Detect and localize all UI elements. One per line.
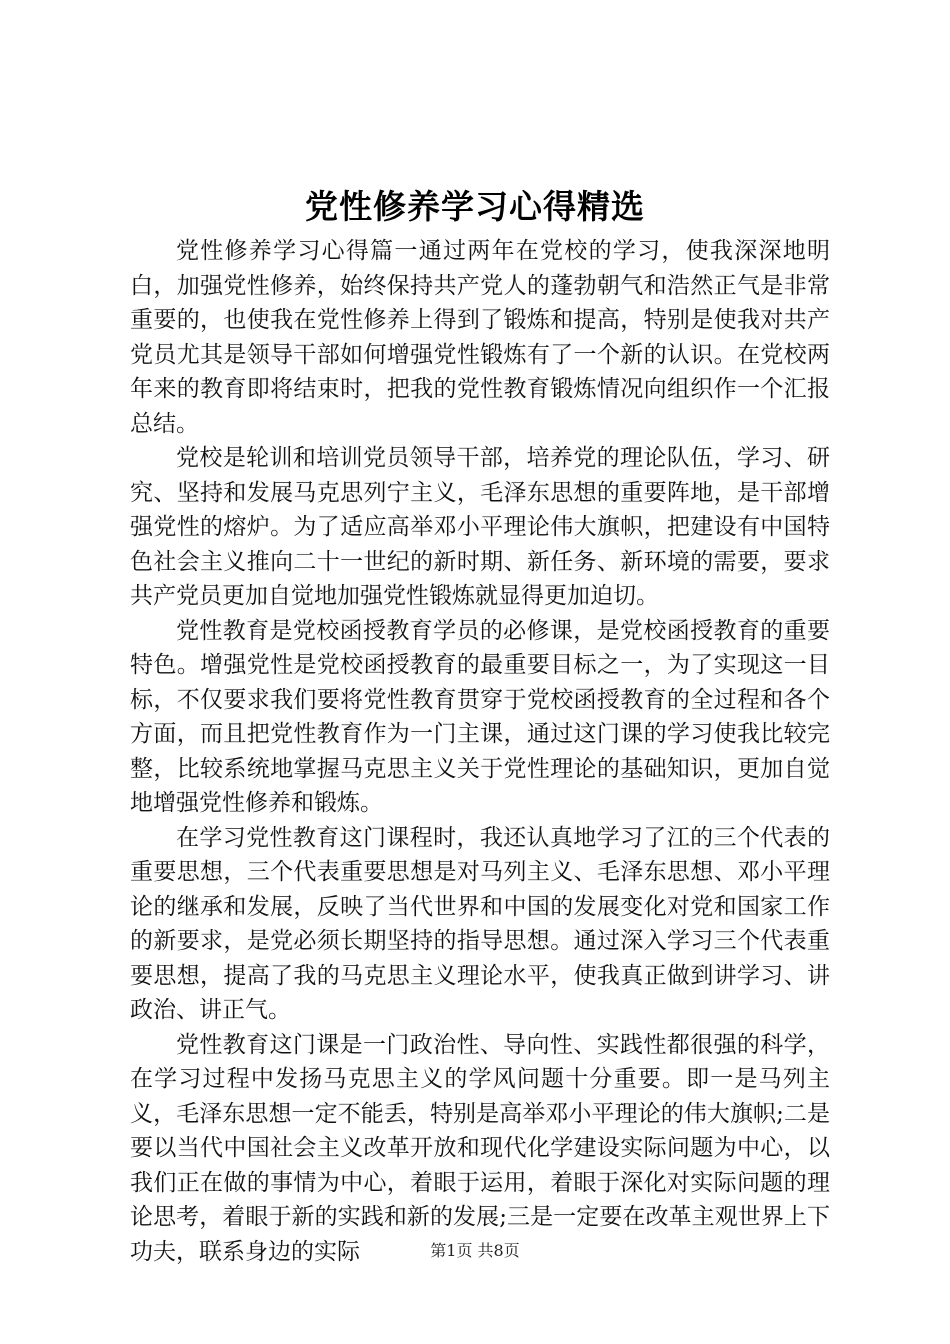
page-footer: 第1页 共8页: [430, 1241, 520, 1260]
paragraph: 党校是轮训和培训党员领导干部，培养党的理论队伍，学习、研究、坚持和发展马克思列宁主义，毛泽东思想的重要阵地，是干部增强党性的熔炉。为了适应高举邓小平理论伟大旗帜，把建设有中国特色社会主义推向二十一世纪的新时期、新任务、新环境的需要，要求共产党员更加自觉地加强党性锻炼就显得更加迫切。: [130, 445, 830, 609]
paragraph: 党性教育是党校函授教育学员的必修课，是党校函授教育的重要特色。增强党性是党校函授教育的最重要目标之一，为了实现这一目标，不仅要求我们要将党性教育贯穿于党校函授教育的全过程和各个方面，而且把党性教育作为一门主课，通过这门课的学习使我比较完整，比较系统地掌握马克思主义关于党性理论的基础知识，更加自觉地增强党性修养和锻炼。: [130, 617, 830, 816]
paragraph: 党性修养学习心得篇一通过两年在党校的学习，使我深深地明白，加强党性修养，始终保持共产党人的蓬勃朝气和浩然正气是非常重要的，也使我在党性修养上得到了锻炼和提高，特别是使我对共产党员尤其是领导干部如何增强党性锻炼有了一个新的认识。在党校两年来的教育即将结束时，把我的党性教育锻炼情况向组织作一个汇报总结。: [130, 238, 830, 437]
document-title: 党性修养学习心得精选: [305, 187, 645, 226]
paragraph: 党性教育这门课是一门政治性、导向性、实践性都很强的科学，在学习过程中发扬马克思主义的学风问题十分重要。即一是马列主义，毛泽东思想一定不能丢，特别是高举邓小平理论的伟大旗帜;二是要以当代中国社会主义改革开放和现代化学建设实际问题为中心，以我们正在做的事情为中心，着眼于运用，着眼于深化对实际问题的理论思考，着眼于新的实践和新的发展;三是一定要在改革主观世界上下功夫，联系身边的实际: [130, 1031, 830, 1265]
paragraph: 在学习党性教育这门课程时，我还认真地学习了江的三个代表的重要思想，三个代表重要思想是对马列主义、毛泽东思想、邓小平理论的继承和发展，反映了当代世界和中国的发展变化对党和国家工作的新要求，是党必须长期坚持的指导思想。通过深入学习三个代表重要思想，提高了我的马克思主义理论水平，使我真正做到讲学习、讲政治、讲正气。: [130, 824, 830, 1023]
document-body: [130, 234, 830, 1269]
